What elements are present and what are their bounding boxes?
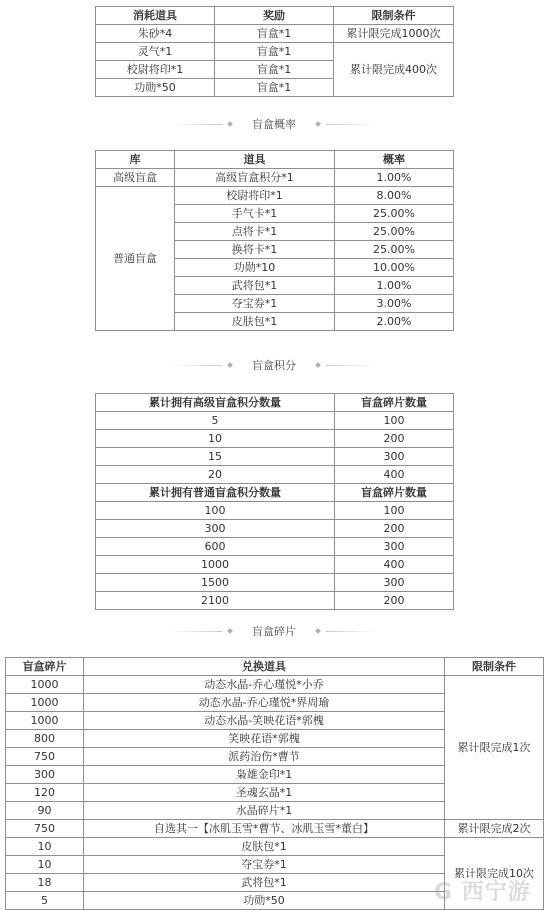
exchange-item-cell: 皮肤包*1 <box>84 838 445 856</box>
exchange-item-cell: 派药治伤*曹节 <box>84 748 445 766</box>
column-header-fragments: 盲盒碎片 <box>6 658 84 676</box>
cost-item-cell: 灵气*1 <box>96 43 215 61</box>
limit-cell: 累计限完成2次 <box>445 820 544 838</box>
limit-cell: 累计限完成1次 <box>445 676 544 820</box>
reward-cell: 盲盒*1 <box>215 25 334 43</box>
column-header-fragment-count: 盲盒碎片数量 <box>335 394 454 412</box>
cost-item-cell: 校尉将印*1 <box>96 61 215 79</box>
fragment-cell: 100 <box>335 412 454 430</box>
table-row <box>96 538 454 556</box>
points-cell: 1000 <box>96 556 335 574</box>
column-header-exchange-item: 兑换道具 <box>84 658 445 676</box>
diamond-icon <box>227 121 233 127</box>
pool-cell: 普通盲盒 <box>96 187 175 331</box>
points-table <box>95 393 454 610</box>
fragment-cost-cell: 10 <box>6 856 84 874</box>
fragment-cell: 300 <box>335 448 454 466</box>
probability-cell: 2.00% <box>335 313 454 331</box>
pool-cell: 高级盲盒 <box>96 169 175 187</box>
probability-cell: 25.00% <box>335 223 454 241</box>
watermark-text: G 西宁游 <box>434 879 531 905</box>
fragment-cell: 100 <box>335 502 454 520</box>
section-title: 盲盒积分 <box>252 359 296 372</box>
column-header-probability: 概率 <box>335 151 454 169</box>
table-row <box>96 430 454 448</box>
exchange-item-cell: 圣魂玄晶*1 <box>84 784 445 802</box>
probability-cell: 1.00% <box>335 169 454 187</box>
section-heading-fragments <box>0 621 548 641</box>
column-header-cost-item: 消耗道具 <box>96 7 215 25</box>
item-cell: 手气卡*1 <box>175 205 335 223</box>
table-row <box>96 466 454 484</box>
exchange-item-cell: 动态水晶-笑映花语*郭槐 <box>84 712 445 730</box>
fragment-cost-cell: 1000 <box>6 712 84 730</box>
column-header-reward: 奖励 <box>215 7 334 25</box>
cost-item-cell: 功勋*50 <box>96 79 215 97</box>
points-cell: 10 <box>96 430 335 448</box>
diamond-icon <box>315 628 321 634</box>
fragment-cost-cell: 10 <box>6 838 84 856</box>
item-cell: 高级盲盒积分*1 <box>175 169 335 187</box>
probability-table <box>95 150 454 331</box>
exchange-item-cell: 自选其一【冰肌玉雪*曹节、冰肌玉雪*董白】 <box>84 820 445 838</box>
fragment-cost-cell: 90 <box>6 802 84 820</box>
probability-cell: 10.00% <box>335 259 454 277</box>
item-cell: 换将卡*1 <box>175 241 335 259</box>
item-cell: 武将包*1 <box>175 277 335 295</box>
probability-cell: 3.00% <box>335 295 454 313</box>
exchange-item-cell: 枭雄金印*1 <box>84 766 445 784</box>
column-header-advanced-points: 累计拥有高级盲盒积分数量 <box>96 394 335 412</box>
probability-cell: 8.00% <box>335 187 454 205</box>
item-cell: 点将卡*1 <box>175 223 335 241</box>
fragment-cost-cell: 750 <box>6 820 84 838</box>
table-row <box>6 676 544 694</box>
table-row <box>96 43 454 61</box>
table-row <box>96 25 454 43</box>
points-cell: 20 <box>96 466 335 484</box>
fragment-cell: 400 <box>335 466 454 484</box>
probability-cell: 1.00% <box>335 277 454 295</box>
probability-cell: 25.00% <box>335 241 454 259</box>
limit-cell: 累计限完成400次 <box>334 43 454 97</box>
fragment-cell: 200 <box>335 520 454 538</box>
fragment-cost-cell: 800 <box>6 730 84 748</box>
table-row <box>6 820 544 838</box>
item-cell: 功勋*10 <box>175 259 335 277</box>
column-header-limit: 限制条件 <box>334 7 454 25</box>
exchange-item-cell: 水晶碎片*1 <box>84 802 445 820</box>
fragment-cost-cell: 5 <box>6 892 84 910</box>
table-row <box>96 187 454 205</box>
fragment-cost-cell: 1000 <box>6 676 84 694</box>
fragment-cell: 200 <box>335 430 454 448</box>
probability-cell: 25.00% <box>335 205 454 223</box>
exchange-item-cell: 动态水晶-乔心瑾悦*界周瑜 <box>84 694 445 712</box>
column-header-fragment-count: 盲盒碎片数量 <box>335 484 454 502</box>
table-row <box>96 169 454 187</box>
section-heading-probability <box>0 114 548 134</box>
fragment-cost-cell: 1000 <box>6 694 84 712</box>
fragment-cost-cell: 18 <box>6 874 84 892</box>
exchange-item-cell: 功勋*50 <box>84 892 445 910</box>
reward-cell: 盲盒*1 <box>215 61 334 79</box>
limit-cell: 累计限完成10次 <box>445 838 544 910</box>
diamond-icon <box>315 362 321 368</box>
column-header-pool: 库 <box>96 151 175 169</box>
fragment-cell: 300 <box>335 538 454 556</box>
exchange-table <box>95 6 454 97</box>
diamond-icon <box>227 628 233 634</box>
reward-cell: 盲盒*1 <box>215 79 334 97</box>
fragment-cost-cell: 120 <box>6 784 84 802</box>
points-cell: 100 <box>96 502 335 520</box>
table-row <box>96 502 454 520</box>
exchange-item-cell: 笑映花语*郭槐 <box>84 730 445 748</box>
reward-cell: 盲盒*1 <box>215 43 334 61</box>
exchange-item-cell: 动态水晶-乔心瑾悦*小乔 <box>84 676 445 694</box>
section-title: 盲盒概率 <box>252 118 296 131</box>
column-header-normal-points: 累计拥有普通盲盒积分数量 <box>96 484 335 502</box>
fragment-cost-cell: 750 <box>6 748 84 766</box>
diamond-icon <box>315 121 321 127</box>
table-row <box>96 520 454 538</box>
exchange-item-cell: 武将包*1 <box>84 874 445 892</box>
item-cell: 校尉将印*1 <box>175 187 335 205</box>
column-header-limit: 限制条件 <box>445 658 544 676</box>
item-cell: 夺宝券*1 <box>175 295 335 313</box>
table-row <box>96 556 454 574</box>
section-heading-points <box>0 355 548 375</box>
cost-item-cell: 朱砂*4 <box>96 25 215 43</box>
fragment-cell: 400 <box>335 556 454 574</box>
table-row <box>6 838 544 856</box>
column-header-item: 道具 <box>175 151 335 169</box>
points-cell: 2100 <box>96 592 335 610</box>
points-cell: 5 <box>96 412 335 430</box>
section-title: 盲盒碎片 <box>252 625 296 638</box>
points-cell: 600 <box>96 538 335 556</box>
item-cell: 皮肤包*1 <box>175 313 335 331</box>
points-cell: 15 <box>96 448 335 466</box>
diamond-icon <box>227 362 233 368</box>
limit-cell: 累计限完成1000次 <box>334 25 454 43</box>
fragment-cell: 300 <box>335 574 454 592</box>
table-row <box>96 592 454 610</box>
fragment-cell: 200 <box>335 592 454 610</box>
exchange-item-cell: 夺宝券*1 <box>84 856 445 874</box>
points-cell: 300 <box>96 520 335 538</box>
table-row <box>96 412 454 430</box>
watermark-logo <box>434 872 546 908</box>
points-cell: 1500 <box>96 574 335 592</box>
table-row <box>96 448 454 466</box>
fragment-cost-cell: 300 <box>6 766 84 784</box>
table-row <box>96 574 454 592</box>
